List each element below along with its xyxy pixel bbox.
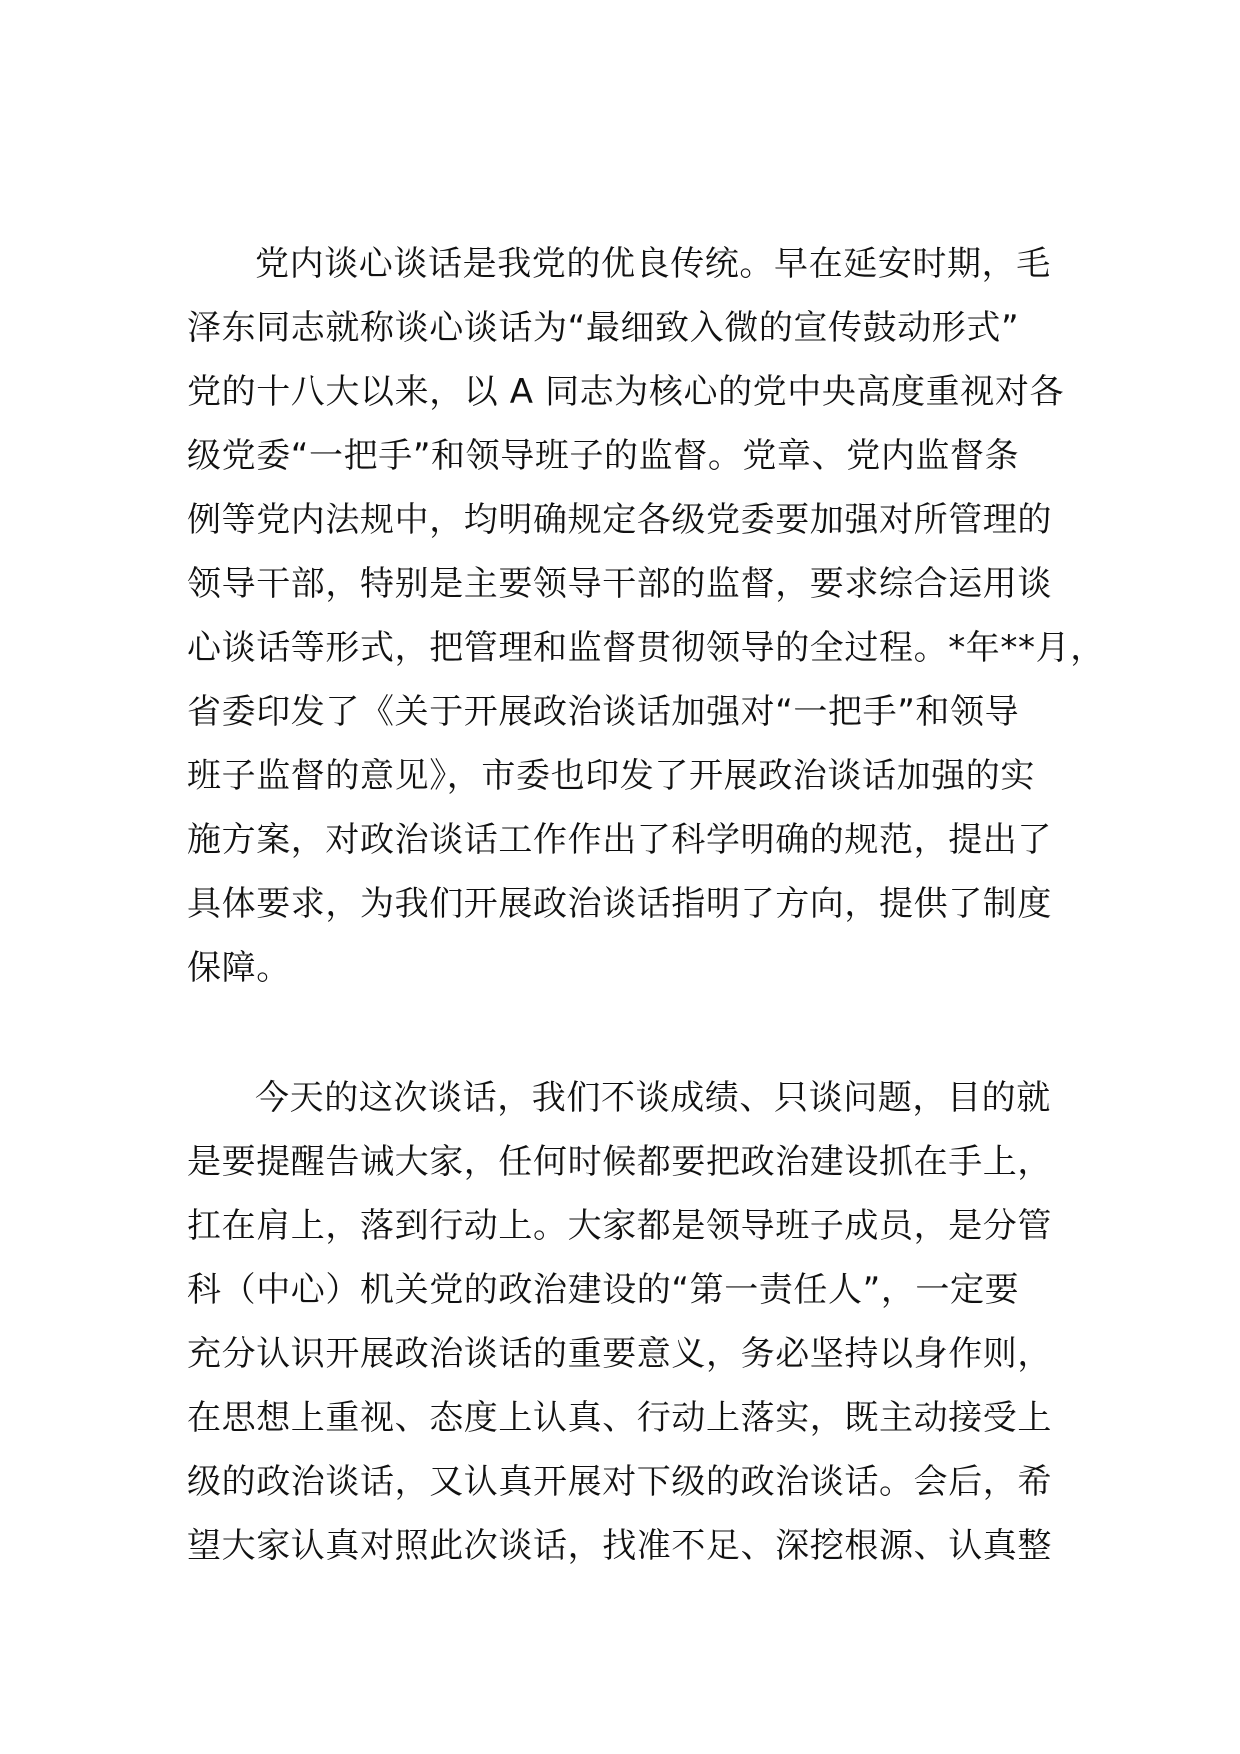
paragraph-line: 党的十八大以来，以 A 同志为核心的党中央高度重视对各 (187, 372, 1065, 412)
paragraph-line: 施方案，对政治谈话工作作出了科学明确的规范，提出了 (187, 820, 1052, 860)
paragraph-line: 党内谈心谈话是我党的优良传统。早在延安时期，毛 (255, 244, 1051, 284)
paragraph-2 (187, 1066, 1057, 1578)
paragraph-line: 是要提醒告诫大家，任何时候都要把政治建设抓在手上， (187, 1142, 1052, 1182)
paragraph-line: 充分认识开展政治谈话的重要意义，务必坚持以身作则， (187, 1334, 1052, 1374)
paragraph-line: 在思想上重视、态度上认真、行动上落实，既主动接受上 (187, 1398, 1052, 1438)
paragraph-line: 扛在肩上，落到行动上。大家都是领导班子成员，是分管 (187, 1206, 1052, 1246)
paragraph-1 (187, 232, 1105, 1000)
paragraph-line: 班子监督的意见》，市委也印发了开展政治谈话加强的实 (187, 756, 1035, 796)
paragraph-line: 具体要求，为我们开展政治谈话指明了方向，提供了制度 (187, 884, 1052, 924)
paragraph-line: 省委印发了《关于开展政治谈话加强对“一把手”和领导 (187, 692, 1020, 732)
paragraph-line: 心谈话等形式，把管理和监督贯彻领导的全过程。*年**月， (187, 628, 1105, 668)
paragraph-line: 级党委“一把手”和领导班子的监督。党章、党内监督条 (187, 436, 1020, 476)
paragraph-line: 级的政治谈话，又认真开展对下级的政治谈话。会后，希 (187, 1462, 1052, 1502)
paragraph-line: 今天的这次谈话，我们不谈成绩、只谈问题，目的就 (255, 1078, 1051, 1118)
paragraph-line: 例等党内法规中，均明确规定各级党委要加强对所管理的 (187, 500, 1052, 540)
paragraph-line: 望大家认真对照此次谈话，找准不足、深挖根源、认真整 (187, 1526, 1052, 1566)
paragraph-line: 领导干部，特别是主要领导干部的监督，要求综合运用谈 (187, 564, 1052, 604)
paragraph-line: 保障。 (187, 948, 291, 988)
paragraph-line: 泽东同志就称谈心谈话为“最细致入微的宣传鼓动形式” (187, 308, 1020, 348)
paragraph-line: 科（中心）机关党的政治建设的“第一责任人”，一定要 (187, 1270, 1020, 1310)
